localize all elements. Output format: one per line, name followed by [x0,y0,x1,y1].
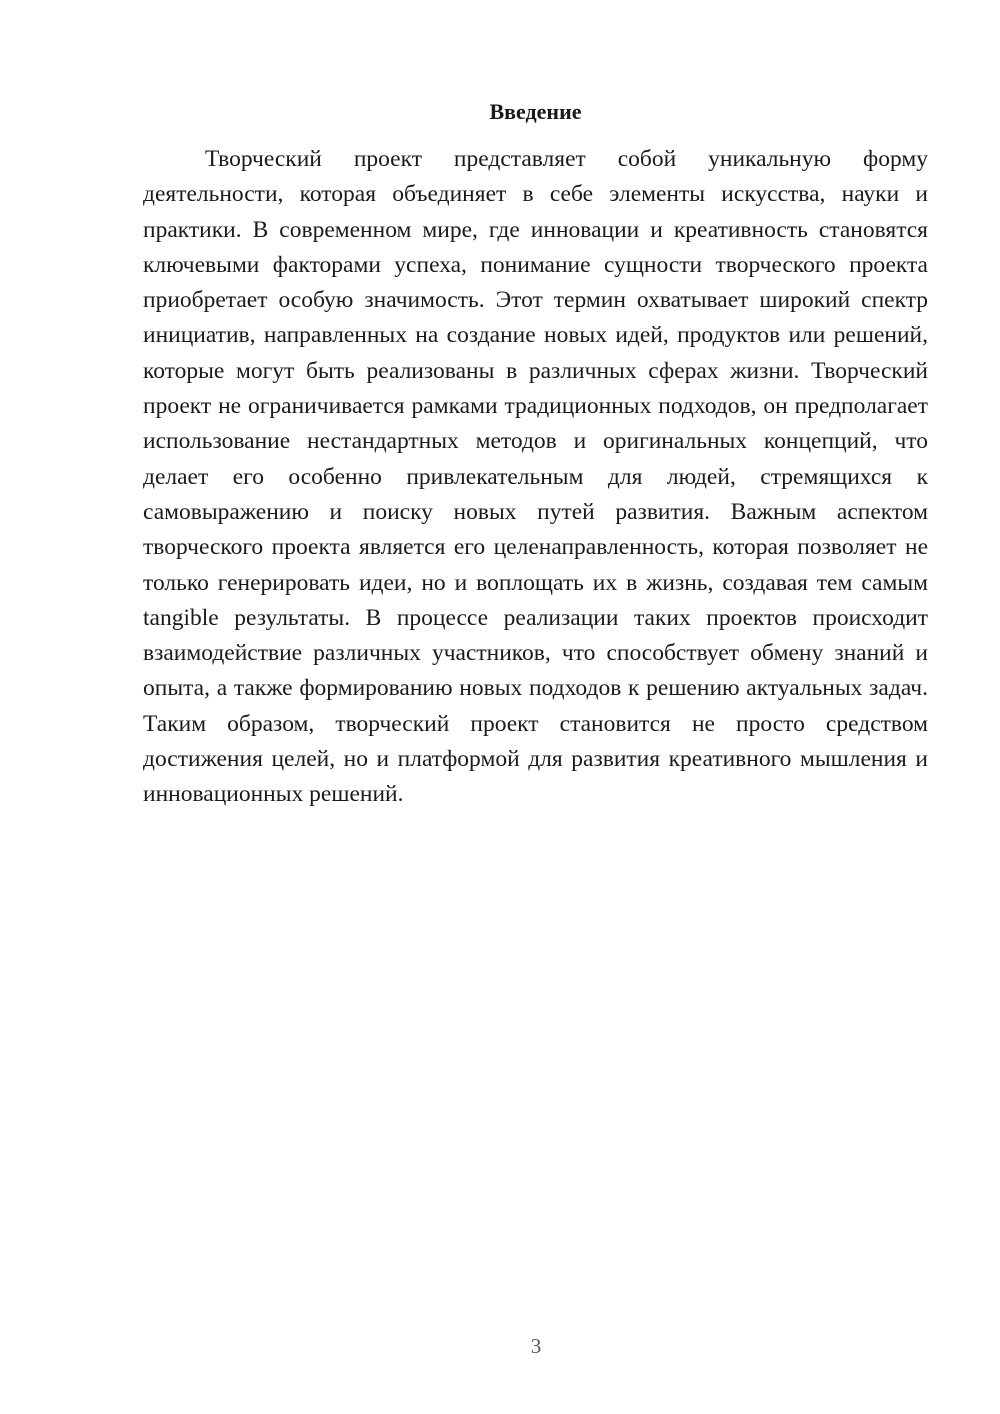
section-heading: Введение [489,99,582,124]
body-paragraph: Творческий проект представляет собой уникальную форму деятельности, которая объединяет в себе элементы искусства, науки и практики. В современном мире, где инновации и креативность становятся ключевыми факторами успеха, понимание сущности творческого проекта приобретает особую значимость. Этот термин охватывает широкий спектр инициатив, направленных на создание новых идей, продуктов или решений, которые могут быть реализованы в различных сферах жизни. Творческий проект не ограничивается рамками традиционных подходов, он предполагает использование нестандартных методов и оригинальных концепций, что делает его особенно привлекательным для людей, стремящихся к самовыражению и поиску новых путей развития. Важным аспектом творческого проекта является его целенаправленность, которая позволяет не только генерировать идеи, но и воплощать их в жизнь, создавая тем самым tangible результаты. В процессе реализации таких проектов происходит взаимодействие различных участников, что способствует обмену знаний и опыта, а также формированию новых подходов к решению актуальных задач. Таким образом, творческий проект становится не просто средством достижения целей, но и платформой для развития креативного мышления и инновационных решений. [143,146,928,808]
page-number: 3 [530,1334,542,1358]
